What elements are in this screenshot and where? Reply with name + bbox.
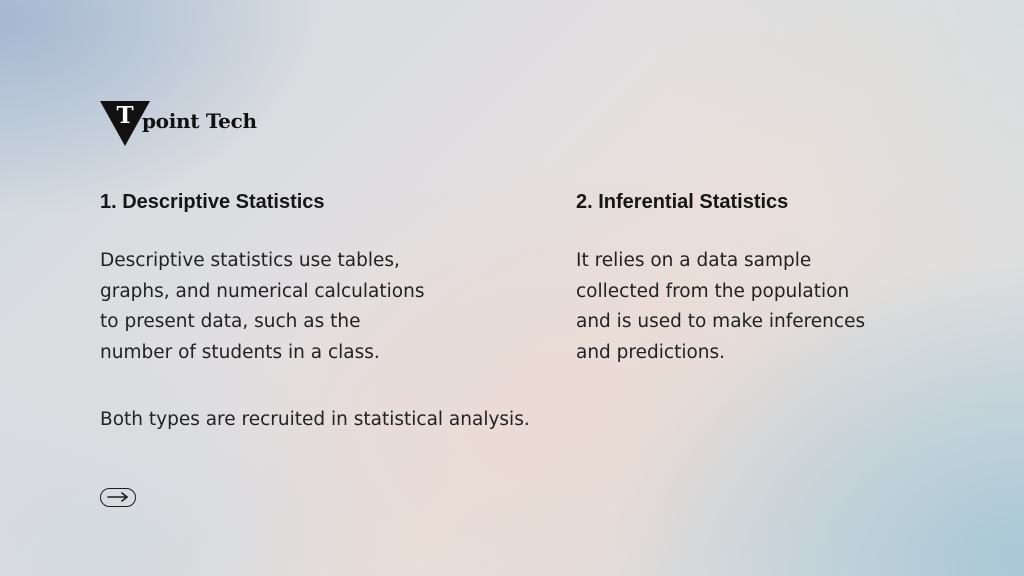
body-line: number of students in a class. — [100, 341, 380, 363]
body-line: Descriptive statistics use tables, — [100, 250, 400, 271]
summary-text: Both types are recruited in statistical analysis. — [100, 409, 530, 430]
section-heading: 1. Descriptive Statistics — [100, 191, 325, 213]
body-line: It relies on a data sample — [576, 250, 812, 271]
body-line: to present data, such as the — [100, 311, 361, 332]
section-body — [576, 246, 956, 368]
body-line: collected from the population — [576, 280, 850, 302]
arrow-right-icon — [107, 492, 129, 502]
next-slide-button[interactable] — [100, 488, 136, 507]
section-heading: 2. Inferential Statistics — [576, 191, 789, 213]
section-inferential — [576, 190, 956, 368]
brand-logo — [100, 101, 300, 147]
body-line: and is used to make inferences — [576, 311, 866, 332]
logo-text: point Tech — [142, 109, 257, 133]
section-descriptive — [100, 190, 500, 368]
body-line: and predictions. — [576, 341, 726, 363]
section-body — [100, 246, 500, 368]
logo-letter: T — [116, 102, 134, 129]
body-line: graphs, and numerical calculations — [100, 280, 425, 302]
